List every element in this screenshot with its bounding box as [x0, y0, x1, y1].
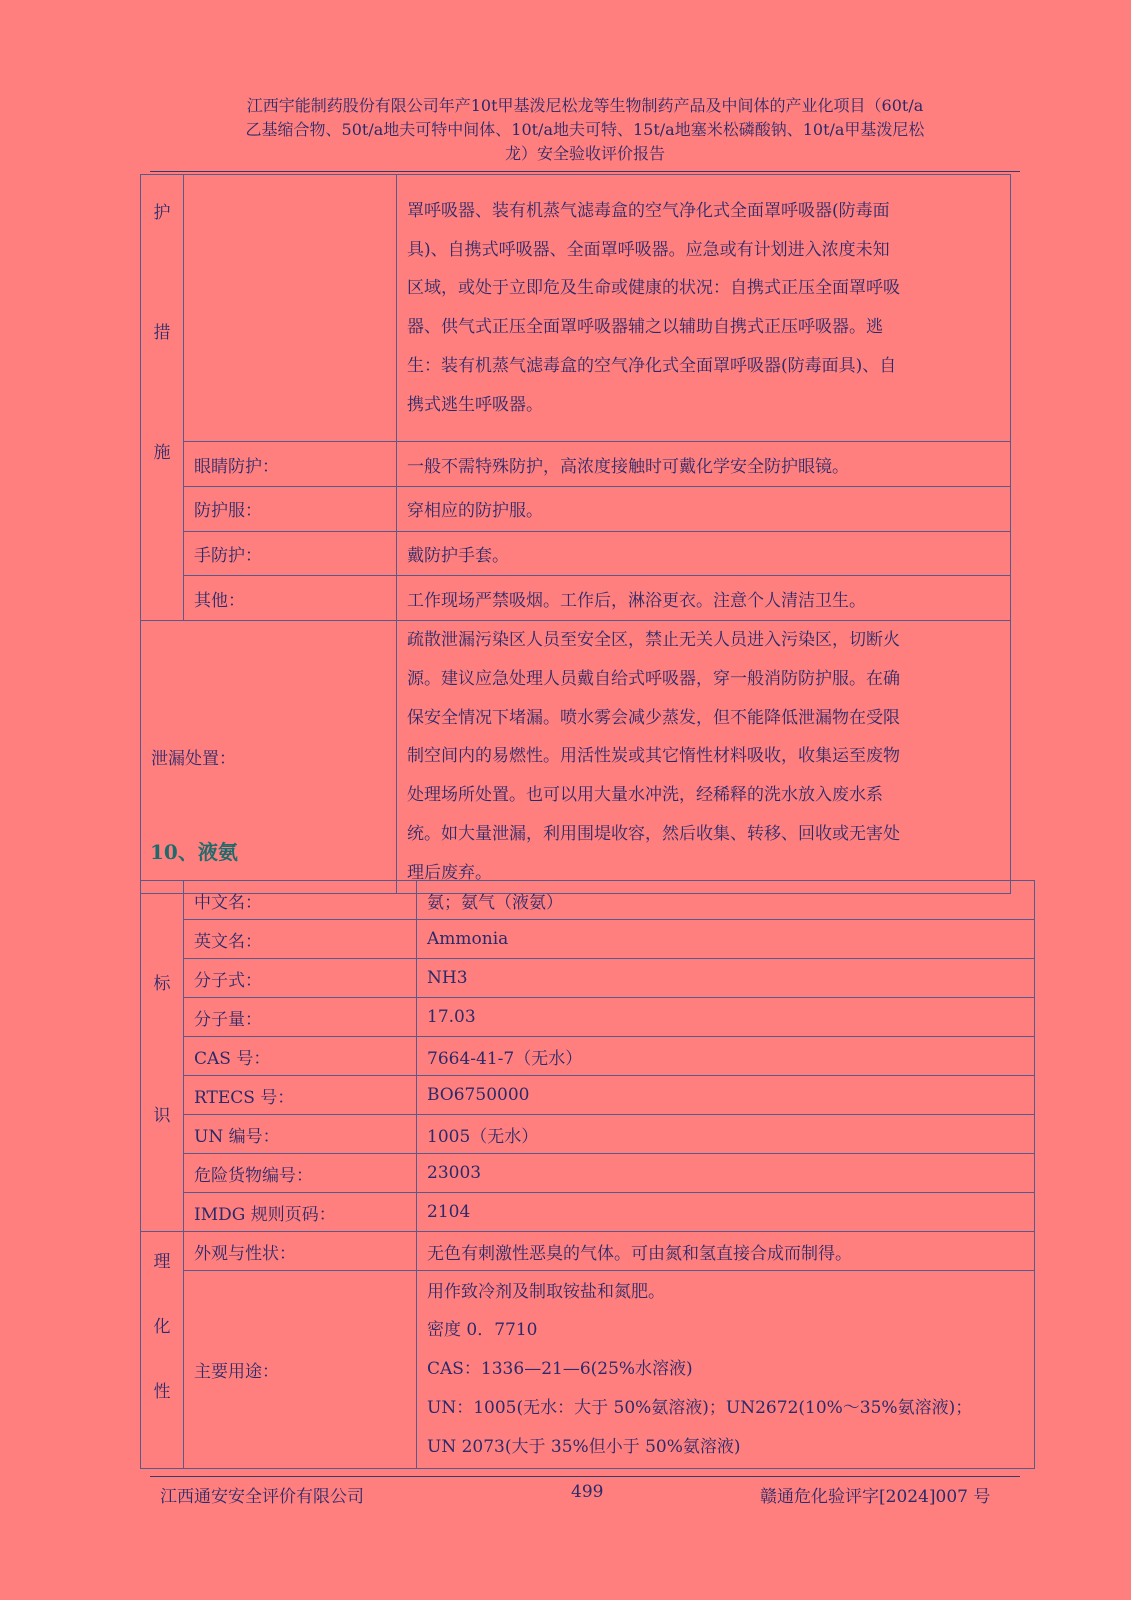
resp-line: 生：装有机蒸气滤毒盒的空气净化式全面罩呼吸器(防毒面具)、自 [407, 356, 897, 377]
un-number-value: 1005（无水） [417, 1115, 1035, 1154]
phys-char-3: 性 [153, 1382, 171, 1402]
category-identification [141, 881, 184, 1232]
table-row [141, 487, 1011, 532]
english-name-value: Ammonia [417, 920, 1035, 959]
table-row [141, 531, 1011, 576]
table-row [141, 998, 1035, 1037]
use-line: 用作致冷剂及制取铵盐和氮肥。 [427, 1281, 665, 1302]
respiratory-label-cell [184, 175, 397, 442]
table-row [141, 621, 1011, 894]
other-label: 其他： [184, 576, 397, 621]
imdg-value: 2104 [417, 1193, 1035, 1232]
leak-line: 统。如大量泄漏，利用围堤收容，然后收集、转移、回收或无害处 [407, 823, 900, 844]
table-row [141, 959, 1035, 998]
hand-protection-value: 戴防护手套。 [397, 531, 1011, 576]
table-row [141, 881, 1035, 920]
footer-divider [150, 1476, 1020, 1477]
leak-handling-label: 泄漏处置： [141, 621, 397, 894]
leak-line: 保安全情况下堵漏。喷水雾会减少蒸发，但不能降低泄漏物在受限 [407, 707, 900, 728]
other-value: 工作现场严禁吸烟。工作后，淋浴更衣。注意个人清洁卫生。 [397, 576, 1011, 621]
phys-char-2: 化 [153, 1317, 171, 1337]
header-line-1: 江西宇能制药股份有限公司年产10t甲基泼尼松龙等生物制药产品及中间体的产业化项目（60t/a [246, 96, 924, 115]
rtecs-label: RTECS 号： [184, 1076, 417, 1115]
appearance-label: 外观与性状： [184, 1232, 417, 1271]
use-line: UN 2073(大于 35%但小于 50%氨溶液) [427, 1436, 741, 1457]
hand-protection-label: 手防护： [184, 531, 397, 576]
table-row [141, 1115, 1035, 1154]
table-row [141, 1232, 1035, 1271]
leak-line: 理后废弃。 [407, 862, 492, 883]
rtecs-value: BO6750000 [417, 1076, 1035, 1115]
protective-clothing-label: 防护服： [184, 487, 397, 532]
category-char-1: 护 [153, 203, 171, 223]
table-row [141, 1037, 1035, 1076]
section-title: 10、液氨 [150, 840, 238, 864]
table-row [141, 1271, 1035, 1469]
use-line: CAS：1336—21—6(25%水溶液) [427, 1359, 693, 1380]
chinese-name-label: 中文名： [184, 881, 417, 920]
use-line: UN：1005(无水：大于 50%氨溶液)；UN2672(10%～35%氨溶液)； [427, 1398, 973, 1419]
footer-doc-number: 赣通危化验评字[2024]007 号 [760, 1487, 991, 1507]
table-row [141, 920, 1035, 959]
footer-page-number: 499 [571, 1482, 604, 1502]
main-use-label: 主要用途： [184, 1271, 417, 1469]
main-use-value [417, 1271, 1035, 1469]
cas-value: 7664-41-7（无水） [417, 1037, 1035, 1076]
imdg-label: IMDG 规则页码： [184, 1193, 417, 1232]
table-row [141, 576, 1011, 621]
page-header [150, 94, 1020, 166]
eye-protection-value: 一般不需特殊防护，高浓度接触时可戴化学安全防护眼镜。 [397, 442, 1011, 487]
id-char-2: 识 [153, 1106, 171, 1126]
category-char-3: 施 [153, 443, 171, 463]
chinese-name-value: 氨；氨气（液氨） [417, 881, 1035, 920]
header-divider [150, 171, 1020, 172]
un-number-label: UN 编号： [184, 1115, 417, 1154]
dangerous-goods-value: 23003 [417, 1154, 1035, 1193]
protective-clothing-value: 穿相应的防护服。 [397, 487, 1011, 532]
phys-char-1: 理 [153, 1252, 171, 1272]
formula-value: NH3 [417, 959, 1035, 998]
header-line-2: 乙基缩合物、50t/a地夫可特中间体、10t/a地夫可特、15t/a地塞米松磷酸钠、10t/a甲基泼尼松 [245, 120, 925, 139]
eye-protection-label: 眼睛防护： [184, 442, 397, 487]
category-physchem [141, 1232, 184, 1469]
resp-line: 区域，或处于立即危及生命或健康的状况：自携式正压全面罩呼吸 [407, 278, 900, 299]
respiratory-protection-text [397, 175, 1011, 442]
molecular-weight-label: 分子量： [184, 998, 417, 1037]
molecular-weight-value: 17.03 [417, 998, 1035, 1037]
header-line-3: 龙）安全验收评价报告 [504, 144, 665, 163]
category-protective-measures [141, 175, 184, 621]
footer-company: 江西通安安全评价有限公司 [160, 1487, 364, 1507]
appearance-value: 无色有刺激性恶臭的气体。可由氮和氢直接合成而制得。 [417, 1232, 1035, 1271]
leak-line: 源。建议应急处理人员戴自给式呼吸器，穿一般消防防护服。在确 [407, 668, 900, 689]
leak-line: 处理场所处置。也可以用大量水冲洗，经稀释的洗水放入废水系 [407, 785, 883, 806]
table-row [141, 1076, 1035, 1115]
category-char-2: 措 [153, 323, 171, 343]
formula-label: 分子式： [184, 959, 417, 998]
leak-line: 疏散泄漏污染区人员至安全区，禁止无关人员进入污染区，切断火 [407, 630, 900, 650]
table-row [141, 1154, 1035, 1193]
protection-table [140, 174, 1011, 894]
resp-line: 器、供气式正压全面罩呼吸器辅之以辅助自携式正压呼吸器。逃 [407, 317, 883, 338]
resp-line: 具)、自携式呼吸器、全面罩呼吸器。应急或有计划进入浓度未知 [407, 239, 890, 260]
leak-line: 制空间内的易燃性。用活性炭或其它惰性材料吸收，收集运至废物 [407, 746, 900, 767]
leak-handling-text [397, 621, 1011, 894]
table-row [141, 1193, 1035, 1232]
id-char-1: 标 [153, 974, 171, 994]
english-name-label: 英文名： [184, 920, 417, 959]
use-line: 密度 0．7710 [427, 1320, 538, 1341]
dangerous-goods-label: 危险货物编号： [184, 1154, 417, 1193]
resp-line: 携式逃生呼吸器。 [407, 394, 543, 415]
table-row [141, 442, 1011, 487]
ammonia-table [140, 880, 1035, 1469]
cas-label: CAS 号： [184, 1037, 417, 1076]
resp-line: 罩呼吸器、装有机蒸气滤毒盒的空气净化式全面罩呼吸器(防毒面 [407, 200, 890, 221]
